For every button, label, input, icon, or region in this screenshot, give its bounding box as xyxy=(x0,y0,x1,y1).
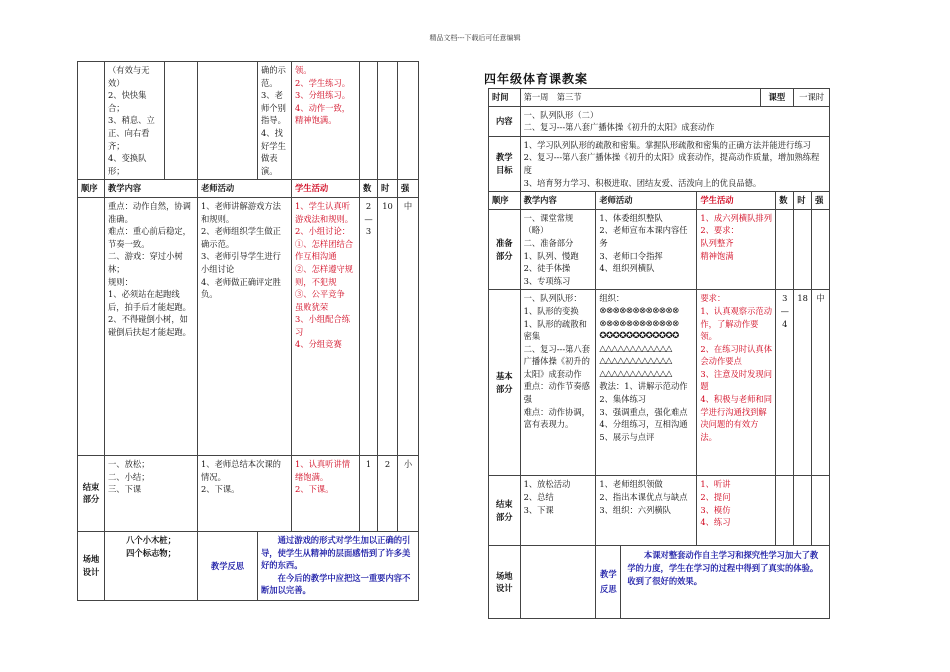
left-end-section: 结束部分 xyxy=(78,455,105,531)
text-line: 2、指出本课优点与缺点 xyxy=(599,491,688,502)
text-line: 2、老师组织学生做正确示范。 xyxy=(201,226,281,249)
text-line: 2、总结 xyxy=(523,491,554,502)
text-line: 3、培育努力学习、积极进取、团结友爱、活泼向上的优良品德。 xyxy=(523,177,762,188)
text-line: 重点：动作自然，协调准确。 xyxy=(108,200,191,224)
text-line: 2、下课。 xyxy=(201,484,240,495)
left-main-content xyxy=(105,197,198,455)
text-line: 4、积极与老师和同学进行沟通找到解决问题的有效方法。 xyxy=(700,394,772,442)
text-line: 二、小结； xyxy=(108,471,150,482)
text-line: 1、队形的变换 xyxy=(523,305,579,316)
text-line: 3、下课 xyxy=(523,504,554,515)
left-top-row xyxy=(78,62,419,180)
right-time-value: 第一周 第三节 xyxy=(520,89,760,107)
text-line: 4、分组竞赛 xyxy=(295,339,342,350)
text-line: 1、必须站在起跑线后，拍手后才能起跑。 xyxy=(108,289,191,312)
text-line: 2、复习---第八套广播体操《初升的太阳》成套动作，提高动作质量，增加熟练程度 xyxy=(523,152,820,175)
left-header-row xyxy=(78,180,419,198)
text-line: 3、强调重点，强化难点 xyxy=(599,406,688,417)
text-line: 四个标志物； xyxy=(126,547,176,558)
right-title: 四年级体育课教案 xyxy=(484,72,589,86)
left-site-equipment xyxy=(105,531,198,600)
left-site-row xyxy=(78,531,419,600)
right-basic-teacher-cell xyxy=(596,290,697,476)
text-line: 教法：1、讲解示范动作 xyxy=(599,381,688,392)
text-line: 三、下课 xyxy=(108,484,142,495)
left-main-intensity: 中 xyxy=(398,197,419,455)
text-line: ✪✪✪✪✪✪✪✪✪✪✪✪ xyxy=(599,331,679,342)
left-end-teacher xyxy=(198,455,292,531)
text-line: △△△△△△△△△△△△ xyxy=(599,368,672,379)
text-line: 1、听讲 xyxy=(700,479,731,490)
left-main-time: 10 xyxy=(378,197,398,455)
text-line: 本课对整套动作自主学习和探究性学习加大了教学的力度，学生在学习的过程中得到了真实的体验。收到了很好的效果。 xyxy=(627,550,819,587)
right-header-teacher: 老师活动 xyxy=(596,192,697,210)
text-line: 二、游戏：穿过小树林； xyxy=(108,251,183,274)
text-line: 2、不得碰倒小树，如碰倒后扶起才能起跑。 xyxy=(108,314,191,337)
left-main-student xyxy=(292,197,360,455)
text-line: ⊗⊗⊗⊗⊗⊗⊗⊗⊗⊗⊗⊗ xyxy=(599,305,679,316)
right-basic-teacher-label: 组织： xyxy=(599,293,625,304)
right-content-row xyxy=(489,106,830,136)
left-end-count: 1 xyxy=(360,455,378,531)
right-reflection xyxy=(624,546,829,591)
text-line: 精神饱满 xyxy=(700,250,734,261)
right-header-order: 顺序 xyxy=(489,192,521,210)
right-prep-student xyxy=(697,209,776,290)
right-goal-label: 教学目标 xyxy=(489,136,521,191)
right-content-items xyxy=(520,106,829,136)
text-line: 1、认真听讲情绪饱满。 xyxy=(295,458,351,482)
left-end-row xyxy=(78,455,419,531)
text-line: ③、公平竞争 xyxy=(295,289,345,300)
text-line: 2、要求： xyxy=(700,225,739,236)
text-line: 一、队列队形： xyxy=(523,293,582,304)
formation-diagram xyxy=(599,305,693,381)
right-site-section: 场地设计 xyxy=(489,546,521,619)
text-line: 二、准备部分 xyxy=(523,237,574,248)
right-time-label: 时间 xyxy=(489,89,521,107)
right-end-teacher xyxy=(596,476,697,546)
right-header-time: 时 xyxy=(794,192,812,210)
text-line: 2、在练习时认真体会动作要点 xyxy=(700,343,772,367)
right-basic-time: 18 xyxy=(794,290,812,476)
text-line: 4、练习 xyxy=(700,517,731,528)
left-header-content: 教学内容 xyxy=(105,180,198,198)
text-line: ②、怎样遵守规则，不犯规 xyxy=(295,263,354,287)
left-reflect-label: 教学反思 xyxy=(198,531,258,600)
text-line: 3、分组练习。 xyxy=(295,90,351,101)
text-line: 1、老师讲解游戏方法和规则。 xyxy=(201,200,281,224)
text-line: 2、集体练习 xyxy=(599,394,647,405)
right-basic-content xyxy=(520,290,596,476)
text-line: 5、展示与点评 xyxy=(599,431,655,442)
text-line: 2、学生练习。 xyxy=(295,77,351,88)
left-header-count: 数 xyxy=(360,180,378,198)
text-line: 2、快快集合； xyxy=(108,90,147,113)
right-header-row xyxy=(489,192,830,210)
text-line: 一、放松； xyxy=(108,458,150,469)
text-line: △△△△△△△△△△△△ xyxy=(599,343,672,354)
left-end-time: 2 xyxy=(378,455,398,531)
text-line: 一、队列队形（二） xyxy=(523,109,599,120)
left-main-count: 2—3 xyxy=(360,197,378,455)
left-end-student xyxy=(292,455,360,531)
left-top-teacher xyxy=(258,62,292,180)
text-line: 难点：重心前后稳定，节奏一致。 xyxy=(108,226,191,249)
left-header-order: 顺序 xyxy=(78,180,105,198)
right-content-label: 内容 xyxy=(489,106,521,136)
right-goal-row xyxy=(489,136,830,191)
text-line: 4、老师做正确评定胜负。 xyxy=(201,276,281,300)
right-header-intensity: 强 xyxy=(812,192,830,210)
left-lesson-table xyxy=(77,61,419,601)
text-line: 3、注意及时发现问题 xyxy=(700,368,772,392)
right-prep-row xyxy=(489,209,830,290)
text-line: 2、下课。 xyxy=(295,484,334,495)
right-prep-section: 准备部分 xyxy=(489,209,521,290)
right-end-content xyxy=(520,476,596,546)
right-basic-student xyxy=(697,290,776,476)
text-line: 重点：动作节奏感强 xyxy=(523,381,590,405)
left-header-teacher: 老师活动 xyxy=(198,180,292,198)
right-basic-count: 3—4 xyxy=(776,290,794,476)
right-basic-row xyxy=(489,290,830,476)
text-line: 1、体委组织整队 xyxy=(599,212,663,223)
right-site-row xyxy=(489,546,830,619)
text-line: 2、老师宣布本课内容任务 xyxy=(599,225,688,248)
right-reflect-cell xyxy=(596,546,830,619)
right-header-content: 教学内容 xyxy=(520,192,596,210)
text-line: △△△△△△△△△△△△ xyxy=(599,356,672,367)
text-line: 4、找好学生做表演。 xyxy=(261,127,286,176)
text-line: 二、复习---第八套广播体操《初升的太阳》成套动作 xyxy=(523,343,591,379)
right-basic-section: 基本部分 xyxy=(489,290,521,476)
text-line: 二、复习---第八套广播体操《初升的太阳》成套动作 xyxy=(523,122,715,133)
text-line: 4、变换队形； xyxy=(108,153,147,176)
text-line: （有效与无效） xyxy=(108,65,150,88)
left-site-section: 场地设计 xyxy=(78,531,105,600)
text-line: 1、认真观察示范动作，了解动作要领。 xyxy=(700,305,772,342)
right-end-student xyxy=(697,476,776,546)
left-end-intensity: 小 xyxy=(398,455,419,531)
left-top-student xyxy=(292,62,360,180)
left-reflection xyxy=(258,531,419,600)
text-line: 1、学习队列队形的疏散和密集。掌握队形疏散和密集的正确方法并能进行练习 xyxy=(523,139,811,150)
right-reflect-label: 教学反思 xyxy=(596,546,621,618)
right-lesson-table xyxy=(488,88,830,619)
text-line: 一、课堂常规（略） xyxy=(523,212,574,236)
text-line: 1、队列、慢跑 xyxy=(523,250,579,261)
header-note: 精品文档---下载后可任意编辑 xyxy=(429,34,521,42)
left-end-content xyxy=(105,455,198,531)
text-line: 3、组织：六列横队 xyxy=(599,504,671,515)
text-line: 规则： xyxy=(108,276,133,287)
right-prep-teacher xyxy=(596,209,697,290)
text-line: 领。 xyxy=(295,65,312,75)
text-line: 1、学生认真听游戏法和规则。 xyxy=(295,200,354,224)
right-site-blank xyxy=(520,546,596,619)
text-line: 虽败犹荣 xyxy=(295,301,329,312)
left-top-content xyxy=(105,62,165,180)
text-line: 八个小木桩； xyxy=(126,534,176,545)
text-line: 4、分组练习，互相沟通 xyxy=(599,419,688,430)
text-line: 2、提问 xyxy=(700,491,731,502)
text-line: 难点：动作协调，富有表现力。 xyxy=(523,406,590,430)
text-line: 3、老师口令指挥 xyxy=(599,250,663,261)
text-line: 确的示范。 xyxy=(261,65,286,88)
right-header-count: 数 xyxy=(776,192,794,210)
text-line: 要求： xyxy=(700,293,726,304)
right-type-value: 一课时 xyxy=(794,89,830,107)
left-header-student: 学生活动 xyxy=(292,180,360,198)
right-type-label: 课型 xyxy=(760,89,794,107)
text-line: 3、小组配合练习 xyxy=(295,314,351,337)
right-goal-items xyxy=(520,136,829,191)
text-line: ⊗⊗⊗⊗⊗⊗⊗⊗⊗⊗⊗⊗ xyxy=(599,318,679,329)
text-line: 在今后的教学中应把这一重要内容不断加以完善。 xyxy=(261,572,411,596)
right-basic-intensity: 中 xyxy=(812,290,830,476)
text-line: 3、老师个别指导。 xyxy=(261,90,286,126)
text-line: 1、放松活动 xyxy=(523,479,571,490)
right-end-section: 结束部分 xyxy=(489,476,521,546)
left-header-time: 时 xyxy=(378,180,398,198)
right-prep-content xyxy=(520,209,596,290)
text-line: 2、徒手体操 xyxy=(523,263,571,274)
text-line: 1、队形的疏散和密集 xyxy=(523,318,587,342)
text-line: 4、组织列横队 xyxy=(599,263,655,274)
text-line: 4、动作一致，精神饱满。 xyxy=(295,102,351,126)
right-end-row xyxy=(489,476,830,546)
right-time-row xyxy=(489,89,830,107)
text-line: 通过游戏的形式对学生加以正确的引导，使学生从精神的层面感悟到了许多美好的东西。 xyxy=(261,534,411,571)
text-line: 3、专项练习 xyxy=(523,275,571,286)
right-header-student: 学生活动 xyxy=(697,192,776,210)
left-header-intensity: 强 xyxy=(398,180,419,198)
text-line: 2、小组讨论： xyxy=(295,226,351,237)
text-line: 3、模仿 xyxy=(700,504,731,515)
right-basic-teacher xyxy=(599,380,693,443)
text-line: 1、老师组织领做 xyxy=(599,479,663,490)
text-line: 3、老师引导学生进行小组讨论 xyxy=(201,251,281,274)
text-line: 3、稍息、立正、向右看齐； xyxy=(108,115,155,151)
text-line: 1、成六列横队排列 xyxy=(700,212,772,223)
left-main-teacher xyxy=(198,197,292,455)
text-line: 队列整齐 xyxy=(700,237,734,248)
text-line: 1、老师总结本次课的情况。 xyxy=(201,458,281,482)
text-line: ①、怎样团结合作互相沟通 xyxy=(295,238,354,262)
left-main-row xyxy=(78,197,419,455)
